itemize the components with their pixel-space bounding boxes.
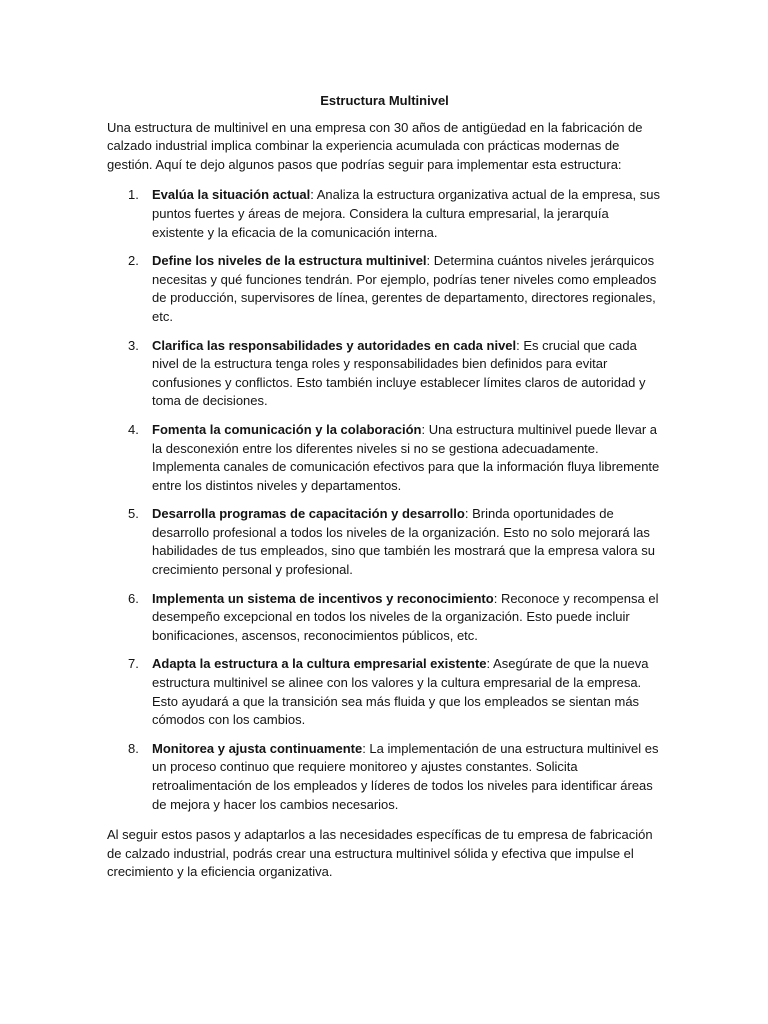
intro-paragraph: Una estructura de multinivel en una empresa con 30 años de antigüedad en la fabricación de calzado industrial implica combinar la experiencia acumulada con prácticas modernas de gestión. Aquí te dejo algunos pasos que podrías seguir para implementar esta estructura: xyxy=(107,119,643,172)
step-number: 6. xyxy=(128,590,139,606)
step-heading: Adapta la estructura a la cultura empresarial existente xyxy=(152,656,487,672)
step-number: 4. xyxy=(128,421,139,437)
closing-paragraph: Al seguir estos pasos y adaptarlos a las necesidades específicas de tu empresa de fabricación de calzado industrial, podrás crear una estructura multinivel sólida y efectiva que impulse el crecimiento y la eficiencia organizativa. xyxy=(107,827,653,880)
step-heading: Monitorea y ajusta continuamente xyxy=(152,740,363,756)
step-heading: Evalúa la situación actual xyxy=(152,187,311,203)
step-number: 1. xyxy=(128,187,139,203)
step-number: 7. xyxy=(128,656,139,672)
steps-list xyxy=(107,186,662,814)
list-item xyxy=(107,505,662,579)
step-text: : Reconoce y recompensa el desempeño excepcional en todos los niveles de la organización. Esto puede incluir bonificaciones, ascensos, reconocimientos públicos, etc. xyxy=(152,590,659,643)
list-item xyxy=(107,421,662,495)
document-title: Estructura Multinivel xyxy=(320,93,449,108)
list-item xyxy=(107,590,662,646)
list-item xyxy=(107,740,662,814)
step-heading: Desarrolla programas de capacitación y desarrollo xyxy=(152,506,465,522)
step-heading: Implementa un sistema de incentivos y reconocimiento xyxy=(152,590,494,606)
step-text: : Determina cuántos niveles jerárquicos necesitas y qué funciones tendrán. Por ejemplo, podrías tener niveles como empleados de producción, supervisores de línea, gerentes de departamento, directores regionales, etc. xyxy=(152,253,657,324)
list-item xyxy=(107,186,662,242)
step-heading: Define los niveles de la estructura multinivel xyxy=(152,253,427,269)
step-number: 8. xyxy=(128,740,139,756)
step-number: 3. xyxy=(128,337,139,353)
step-text: : Es crucial que cada nivel de la estructura tenga roles y responsabilidades bien definidos para evitar confusiones y conflictos. Esto también incluye establecer límites claros de autoridad y toma de decisiones. xyxy=(152,337,646,409)
step-text: : Analiza la estructura organizativa actual de la empresa, sus puntos fuertes y áreas de mejora. Considera la cultura empresarial, la jerarquía existente y la eficacia de la comunicación interna. xyxy=(152,187,660,240)
step-heading: Clarifica las responsabilidades y autoridades en cada nivel xyxy=(152,337,517,353)
step-text: : Una estructura multinivel puede llevar a la desconexión entre los diferentes niveles si no se gestiona adecuadamente. Implementa canales de comunicación efectivos para que la información fluya libremente entre los distintos niveles y departamentos. xyxy=(152,421,660,493)
step-heading: Fomenta la comunicación y la colaboración xyxy=(152,421,422,437)
step-text: : Asegúrate de que la nueva estructura multinivel se alinee con los valores y la cultura empresarial de la empresa. Esto ayudará a que la transición sea más fluida y que los empleados se sientan más cómodos con los cambios. xyxy=(152,656,649,728)
step-text: : La implementación de una estructura multinivel es un proceso continuo que requiere monitoreo y ajustes constantes. Solicita retroalimentación de los empleados y líderes de todos los niveles para identificar áreas de mejora y hacer los cambios necesarios. xyxy=(152,740,659,812)
list-item xyxy=(107,252,662,326)
step-number: 5. xyxy=(128,506,139,522)
list-item xyxy=(107,655,662,729)
step-text: : Brinda oportunidades de desarrollo profesional a todos los niveles de la organización. Esto no solo mejorará las habilidades de tus empleados, sino que también les mostrará que la empresa valora su crecimiento personal y profesional. xyxy=(152,506,655,578)
list-item xyxy=(107,337,662,411)
step-number: 2. xyxy=(128,253,139,269)
